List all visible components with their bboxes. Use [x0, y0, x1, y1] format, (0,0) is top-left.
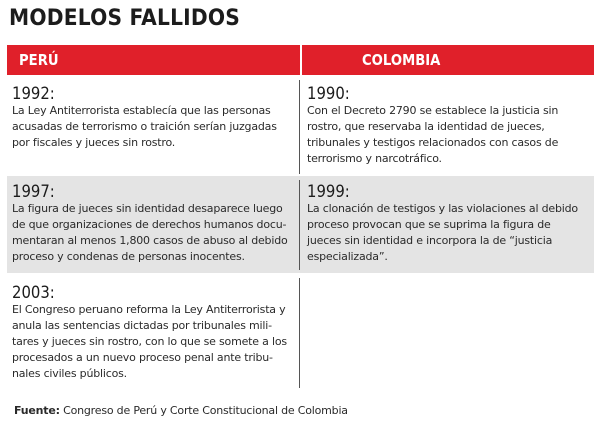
description-line: nales civiles públicos.	[12, 367, 127, 380]
peru-entry-1992	[12, 84, 292, 151]
entry-description	[12, 201, 292, 265]
description-line: terrorismo y narcotráfico.	[307, 152, 442, 165]
entry-year: 1999:	[307, 182, 350, 201]
description-line: acusadas de terrorismo o traición serían juzgadas	[12, 120, 277, 133]
description-line: La Ley Antiterrorista establecía que las personas	[12, 104, 271, 117]
description-line: anula las sentencias dictadas por tribunales mili-	[12, 319, 272, 332]
description-line: Con el Decreto 2790 se establece la justicia sin	[307, 104, 559, 117]
description-line: por fiscales y jueces sin rostro.	[12, 136, 176, 149]
entry-year: 1990:	[307, 84, 350, 103]
entry-description	[307, 201, 587, 265]
column-header-peru: PERÚ	[19, 51, 59, 69]
description-line: proceso provocan que se suprima la figura de	[307, 218, 551, 231]
entry-year: 1992:	[12, 84, 55, 103]
description-line: procesados a un nuevo proceso penal ante tribu-	[12, 351, 273, 364]
peru-entry-2003	[12, 283, 292, 382]
column-header-bar	[7, 45, 594, 75]
entry-description	[12, 302, 292, 382]
source-text: Congreso de Perú y Corte Constitucional de Colombia	[59, 404, 348, 417]
description-line: tares y jueces sin rostro, con lo que se somete a los	[12, 335, 287, 348]
description-line: rostro, que reservaba la identidad de jueces,	[307, 120, 545, 133]
description-line: La figura de jueces sin identidad desaparece luego	[12, 202, 283, 215]
description-line: proceso y condenas de personas inocentes.	[12, 250, 245, 263]
header-divider	[300, 45, 302, 75]
column-separator	[299, 80, 300, 174]
page-title: MODELOS FALLIDOS	[9, 6, 241, 31]
source-note	[14, 404, 348, 417]
column-separator	[299, 278, 300, 388]
column-separator	[299, 180, 300, 270]
description-line: de que organizaciones de derechos humanos docu-	[12, 218, 287, 231]
description-line: mentaran al menos 1,800 casos de abuso al debido	[12, 234, 288, 247]
column-header-colombia: COLOMBIA	[362, 51, 441, 69]
description-line: jueces sin identidad e incorpora la de “justicia	[307, 234, 553, 247]
source-label: Fuente:	[14, 404, 60, 417]
description-line: La clonación de testigos y las violaciones al debido	[307, 202, 578, 215]
colombia-entry-1999	[307, 182, 587, 265]
entry-year: 1997:	[12, 182, 55, 201]
peru-entry-1997	[12, 182, 292, 265]
entry-description	[12, 103, 292, 151]
entry-description	[307, 103, 587, 167]
entry-year: 2003:	[12, 283, 55, 302]
colombia-entry-1990	[307, 84, 587, 167]
description-line: El Congreso peruano reforma la Ley Antiterrorista y	[12, 303, 286, 316]
description-line: tribunales y testigos relacionados con casos de	[307, 136, 559, 149]
description-line: especializada”.	[307, 250, 388, 263]
